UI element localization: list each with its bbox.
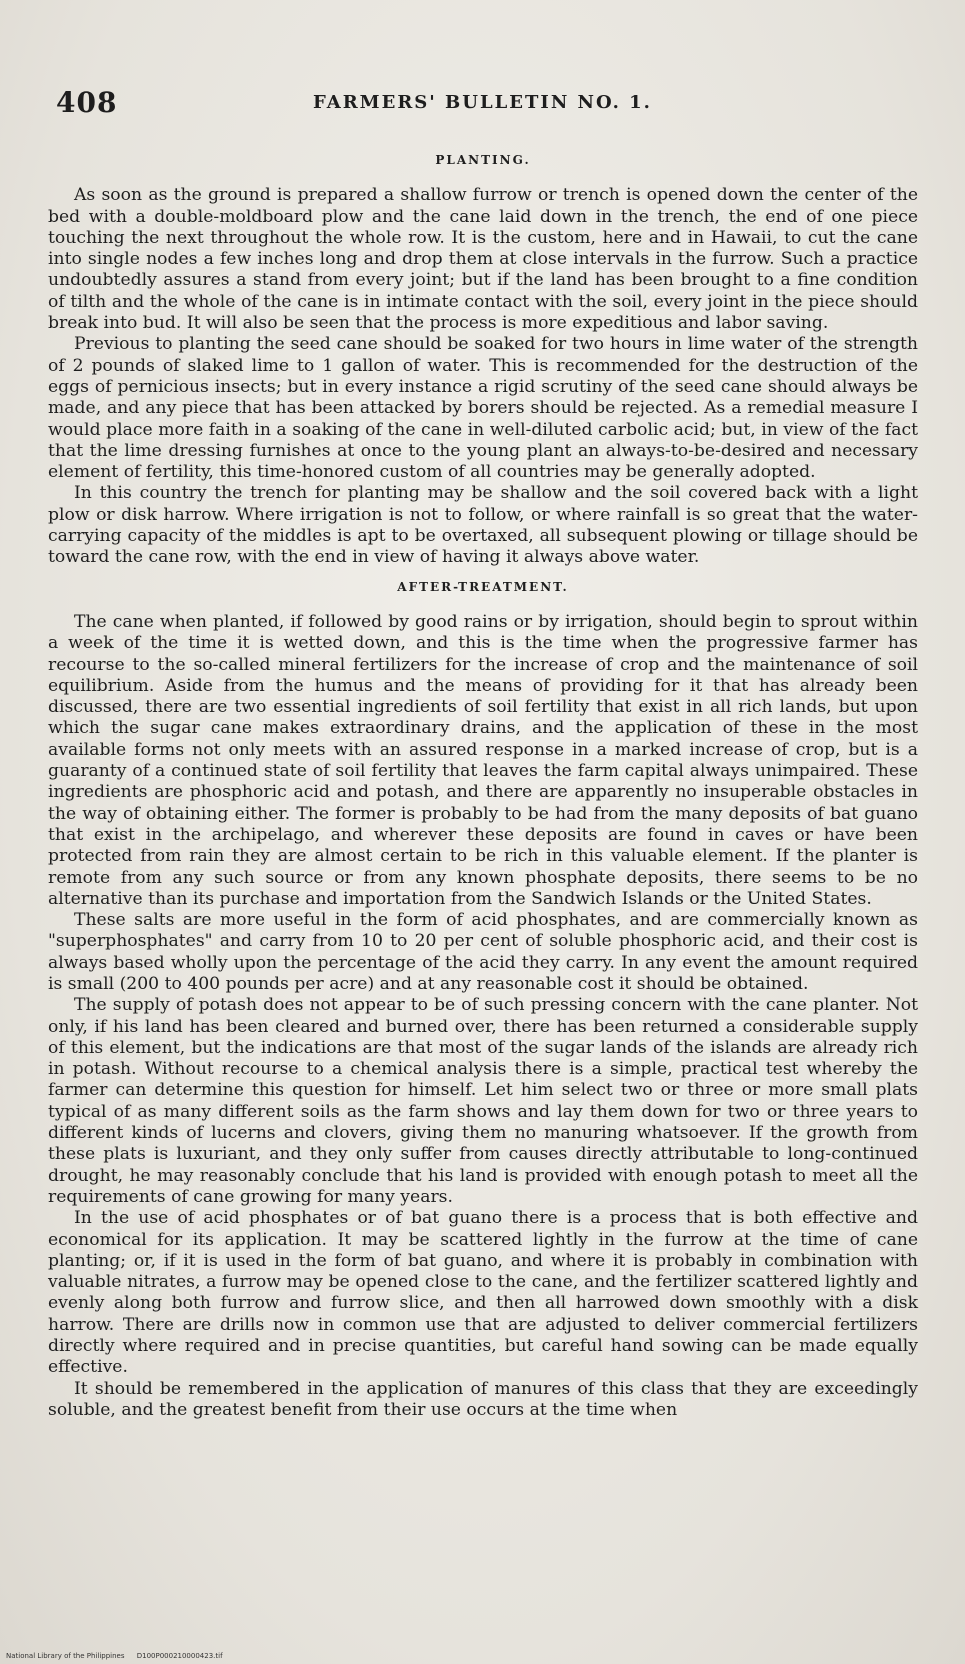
page-number: 408 [56,86,118,119]
running-title: FARMERS' BULLETIN NO. 1. [313,92,652,113]
paragraph: These salts are more useful in the form of acid phosphates, and are commercially known as "superphosphates" and carry from 10 to 20 per cent of soluble phosphoric acid, and their cost is always based wholly upon the percentage of the acid they carry. In any event the amount required is small (200 to 400 pounds per acre) and at any reasonable cost it should be obtained. [48,910,918,994]
paragraph: Previous to planting the seed cane should be soaked for two hours in lime water of the strength of 2 pounds of slaked lime to 1 gallon of water. This is recommended for the destruction of the eggs of pernicious insects; but in every instance a rigid scrutiny of the seed cane should always be made, and any piece that has been attacked by borers should be rejected. As a remedial measure I would place more faith in a soaking of the cane in well-diluted carbolic acid; but, in view of the fact that the lime dressing furnishes at once to the young plant an always-to-be-desired and necessary element of fertility, this time-honored custom of all countries may be generally adopted. [48,334,918,483]
library-credit: National Library of the Philippines [6,1652,125,1660]
paragraph: In this country the trench for planting may be shallow and the soil covered back with a light plow or disk harrow. Where irrigation is not to follow, or where rainfall is so great that the water-carrying capacity of the middles is apt to be overtaxed, all subsequent plowing or tillage should be toward the cane row, with the end in view of having it always above water. [48,483,918,568]
paragraph: As soon as the ground is prepared a shallow furrow or trench is opened down the center of the bed with a double-moldboard plow and the cane laid down in the trench, the end of one piece touching the next throughout the whole row. It is the custom, here and in Hawaii, to cut the cane into single nodes a few inches long and drop them at close intervals in the furrow. Such a practice undoubtedly assures a stand from every joint; but if the land has been brought to a fine condition of tilth and the whole of the cane is in intimate contact with the soil, every joint in the piece should break into bud. It will also be seen that the process is more expeditious and labor saving. [48,185,918,334]
section-title-after-treatment: AFTER-TREATMENT. [397,579,569,594]
page-header [56,86,909,122]
paragraph: The supply of potash does not appear to be of such pressing concern with the cane planter. Not only, if his land has been cleared and burned over, there has been returned a considerable supply of this element, but the indications are that most of the sugar lands of the islands are already rich in potash. Without recourse to a chemical analysis there is a simple, practical test whereby the farmer can determine this question for himself. Let him select two or three or more small plats typical of as many different soils as the farm shows and lay them down for two or three years to different kinds of lucerns and clovers, giving them no manuring whatsoever. If the growth from these plats is luxuriant, and they only suffer from causes directly attributable to long-continued drought, he may reasonably conclude that his land is provided with enough potash to meet all the requirements of cane growing for many years. [48,995,918,1207]
scan-identifier: D100P000210000423.tif [136,1652,223,1660]
paragraph: The cane when planted, if followed by good rains or by irrigation, should begin to sprout within a week of the time it is wetted down, and this is the time when the progressive farmer has recourse to the so-called mineral fertilizers for the increase of crop and the maintenance of soil equilibrium. Aside from the humus and the means of providing for it that has already been discussed, there are two essential ingredients of soil fertility that exist in all rich lands, but upon which the sugar cane makes extraordinary drains, and the application of these in the most available forms not only meets with an assured response in a marked increase of crop, but is a guaranty of a continued state of soil fertility that leaves the farm capital always unimpaired. These ingredients are phosphoric acid and potash, and there are apparently no insuperable obstacles in the way of obtaining either. The former is probably to be had from the many deposits of bat guano that exist in the archipelago, and wherever these deposits are found in caves or have been protected from rain they are almost certain to be rich in this valuable element. If the planter is remote from any such source or from any known phosphate deposits, there seems to be no alternative than its purchase and importation from the Sandwich Islands or the United States. [48,611,918,909]
page-body [48,150,918,1421]
paragraph: It should be remembered in the application of manures of this class that they are exceedingly soluble, and the greatest benefit from their use occurs at the time when [48,1378,918,1420]
paragraph: In the use of acid phosphates or of bat guano there is a process that is both effective and economical for its application. It may be scattered lightly in the furrow at the time of cane planting; or, if it is used in the form of bat guano, and where it is probably in combination with valuable nitrates, a furrow may be opened close to the cane, and the fertilizer scattered lightly and evenly along both furrow and furrow slice, and then all harrowed down smoothly with a disk harrow. There are drills now in common use that are adjusted to deliver commercial fertilizers directly where required and in precise quantities, but careful hand sowing can be made equally effective. [48,1208,918,1378]
scan-footer [6,1652,223,1660]
section-title-planting: PLANTING. [435,153,531,167]
